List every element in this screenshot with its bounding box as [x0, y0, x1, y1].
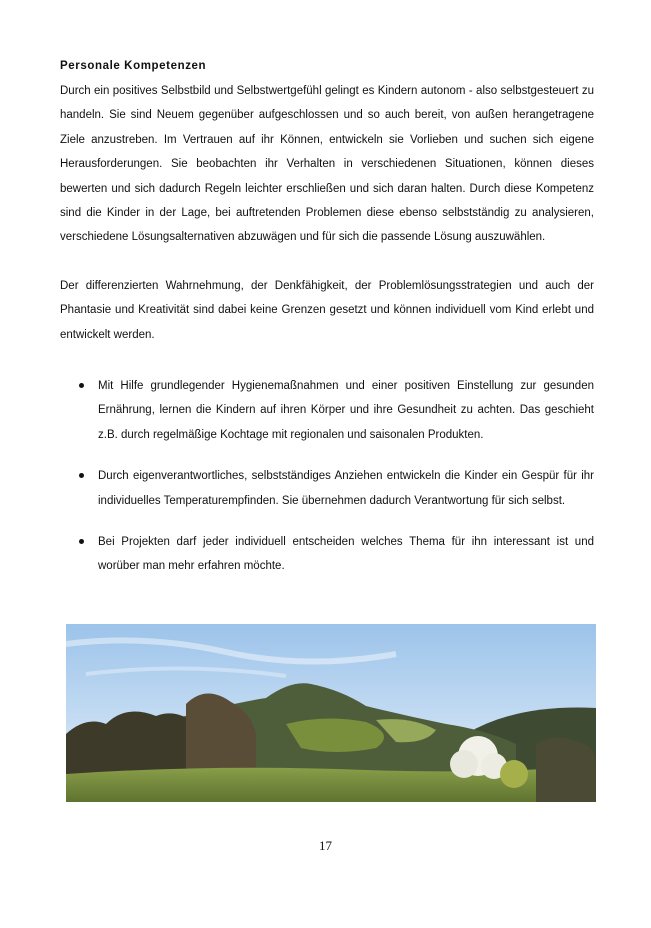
- landscape-photo: [66, 624, 596, 802]
- list-item: [60, 374, 594, 447]
- list-item-text: Bei Projekten darf jeder individuell entscheiden welches Thema für ihn interessant ist und worüber man mehr erfahren möchte.: [98, 536, 594, 573]
- list-item: [60, 530, 594, 579]
- paragraph-perception: Der differenzierten Wahrnehmung, der Denkfähigkeit, der Problemlösungsstrategien und auch der Phantasie und Kreativität sind dabei keine Grenzen gesetzt und können individuell vom Kind erlebt und entwickelt werden.: [60, 280, 594, 341]
- paragraph-intro: Durch ein positives Selbstbild und Selbstwertgefühl gelingt es Kindern autonom - also selbstgesteuert zu handeln. Sie sind Neuem gegenüber aufgeschlossen und so auch bereit, von außen herangetragene Ziele anzustreben. Im Vertrauen auf ihr Können, entwickeln sie Vorlieben und suchen sich eigene Herausforderungen. Sie beobachten ihr Verhalten in verschiedenen Situationen, können dieses bewerten und sich dadurch Regeln leichter erschließen und sich daran halten. Durch diese Kompetenz sind die Kinder in der Lage, bei auftretenden Problemen diese ebenso selbstständig zu analysieren, verschiedene Lösungsalternativen abzuwägen und für sich die passende Lösung auszuwählen.: [60, 85, 594, 244]
- section-heading: Personale Kompetenzen: [60, 60, 207, 72]
- bullet-icon: [79, 383, 84, 388]
- page-number: 17: [319, 838, 332, 853]
- list-item-text: Mit Hilfe grundlegender Hygienemaßnahmen und einer positiven Einstellung zur gesunden Ernährung, lernen die Kindern auf ihren Körper und ihre Gesundheit zu achten. Das geschieht z.B. durch regelmäßige Kochtage mit regionalen und saisonalen Produkten.: [98, 380, 594, 441]
- bullet-icon: [79, 539, 84, 544]
- bullet-icon: [79, 473, 84, 478]
- list-item-text: Durch eigenverantwortliches, selbstständiges Anziehen entwickeln die Kinder ein Gespür für ihr individuelles Temperaturempfinden. Sie übernehmen dadurch Verantwortung für sich selbst.: [98, 470, 594, 507]
- bullet-list: [60, 374, 594, 579]
- list-item: [60, 464, 594, 513]
